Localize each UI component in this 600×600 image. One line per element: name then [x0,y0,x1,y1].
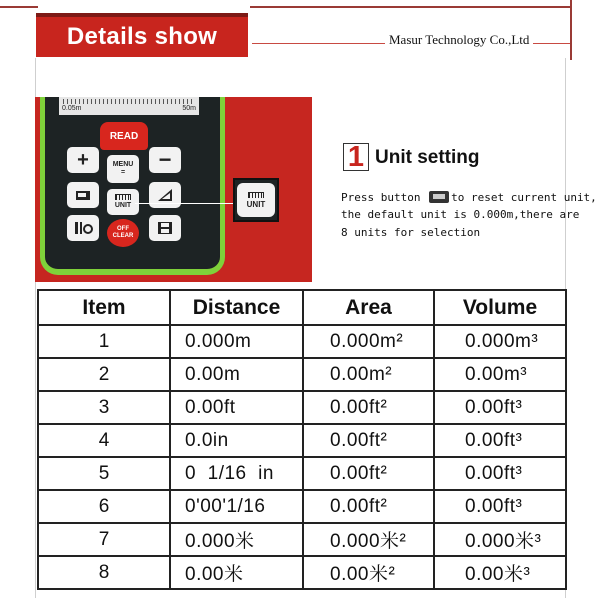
plus-button [67,147,99,173]
table-header-row [38,290,566,325]
page-title: Details show [66,23,218,50]
header-top-rule [250,6,570,8]
table-row [38,523,566,556]
table-row [38,490,566,523]
item-cell: 8 [38,556,170,589]
area-cell: 0.00ft² [303,424,434,457]
plus-icon: + [77,148,89,171]
header-right-rule [570,0,572,60]
reference-button [67,215,99,241]
item-cell: 7 [38,523,170,556]
area-icon [75,189,91,201]
read-button-label: READ [109,130,139,142]
header-volume: Volume [434,290,566,325]
lcd-min-label: 0.05m [62,105,82,112]
unit-button-label: UNIT [114,202,132,209]
distance-cell: 0 1/16 in [170,457,303,490]
unit-button-zoom [233,178,279,222]
area-cell: 0.000m² [303,325,434,358]
minus-icon: − [158,147,172,172]
details-banner [36,13,248,57]
menu-button-label: MENU [112,161,134,168]
step-number: 1 [347,141,365,173]
area-button [67,182,99,208]
off-label: OFF [117,226,129,232]
company-name: Masur Technology Co.,Ltd [385,32,533,48]
item-cell: 1 [38,325,170,358]
rangefinder-device [40,97,225,275]
item-cell: 3 [38,391,170,424]
reference-icon [73,221,93,235]
area-cell: 0.000米² [303,523,434,556]
area-cell: 0.00m² [303,358,434,391]
table-row [38,457,566,490]
table-row [38,358,566,391]
header-area: Area [303,290,434,325]
zoom-unit-label: UNIT [246,199,266,209]
product-photo [35,97,312,282]
read-button [100,122,148,150]
distance-cell: 0.000米 [170,523,303,556]
table-row [38,556,566,589]
unit-glyph-icon-zoom [248,192,264,198]
desc-line-2: the default unit is 0.000m,there are [341,208,580,221]
distance-cell: 0.0in [170,424,303,457]
volume-cell: 0.00m³ [434,358,566,391]
units-table [37,289,567,590]
unit-button-zoom-face [237,183,275,217]
distance-cell: 0.00m [170,358,303,391]
desc-line-1-post: to reset current unit, [451,191,597,204]
distance-cell: 0.00米 [170,556,303,589]
distance-cell: 0.00ft [170,391,303,424]
save-button [149,215,181,241]
volume-cell: 0.00ft³ [434,490,566,523]
volume-cell: 0.00ft³ [434,457,566,490]
unit-button-icon [429,191,449,203]
item-cell: 5 [38,457,170,490]
callout-line [135,203,235,204]
angle-button [149,182,181,208]
desc-line-1-pre: Press button [341,191,421,204]
volume-cell: 0.00ft³ [434,391,566,424]
volume-cell: 0.00ft³ [434,424,566,457]
volume-cell: 0.00米³ [434,556,566,589]
item-cell: 2 [38,358,170,391]
item-cell: 4 [38,424,170,457]
distance-cell: 0.000m [170,325,303,358]
lcd-ticks [63,99,195,104]
volume-cell: 0.000米³ [434,523,566,556]
area-cell: 0.00ft² [303,457,434,490]
table-row [38,325,566,358]
item-cell: 6 [38,490,170,523]
area-cell: 0.00ft² [303,490,434,523]
lcd-max-label: 50m [182,105,196,112]
off-clear-button [107,219,139,247]
unit-glyph-icon [115,194,131,200]
unit-setting-title: Unit setting [375,147,480,168]
lcd-scale [59,97,199,115]
desc-line-1 [341,191,597,204]
header-item: Item [38,290,170,325]
header-left-rule [0,6,38,8]
header-distance: Distance [170,290,303,325]
step-number-box [343,143,369,171]
menu-button [107,155,139,183]
floppy-icon [157,221,173,235]
desc-line-3: 8 units for selection [341,226,481,239]
area-cell: 0.00米² [303,556,434,589]
triangle-icon [156,188,174,202]
minus-button [149,147,181,173]
unit-button [107,189,139,215]
volume-cell: 0.000m³ [434,325,566,358]
clear-label: CLEAR [112,233,134,239]
area-cell: 0.00ft² [303,391,434,424]
table-row [38,424,566,457]
menu-equals-icon: = [120,169,126,176]
distance-cell: 0'00'1/16 [170,490,303,523]
table-row [38,391,566,424]
